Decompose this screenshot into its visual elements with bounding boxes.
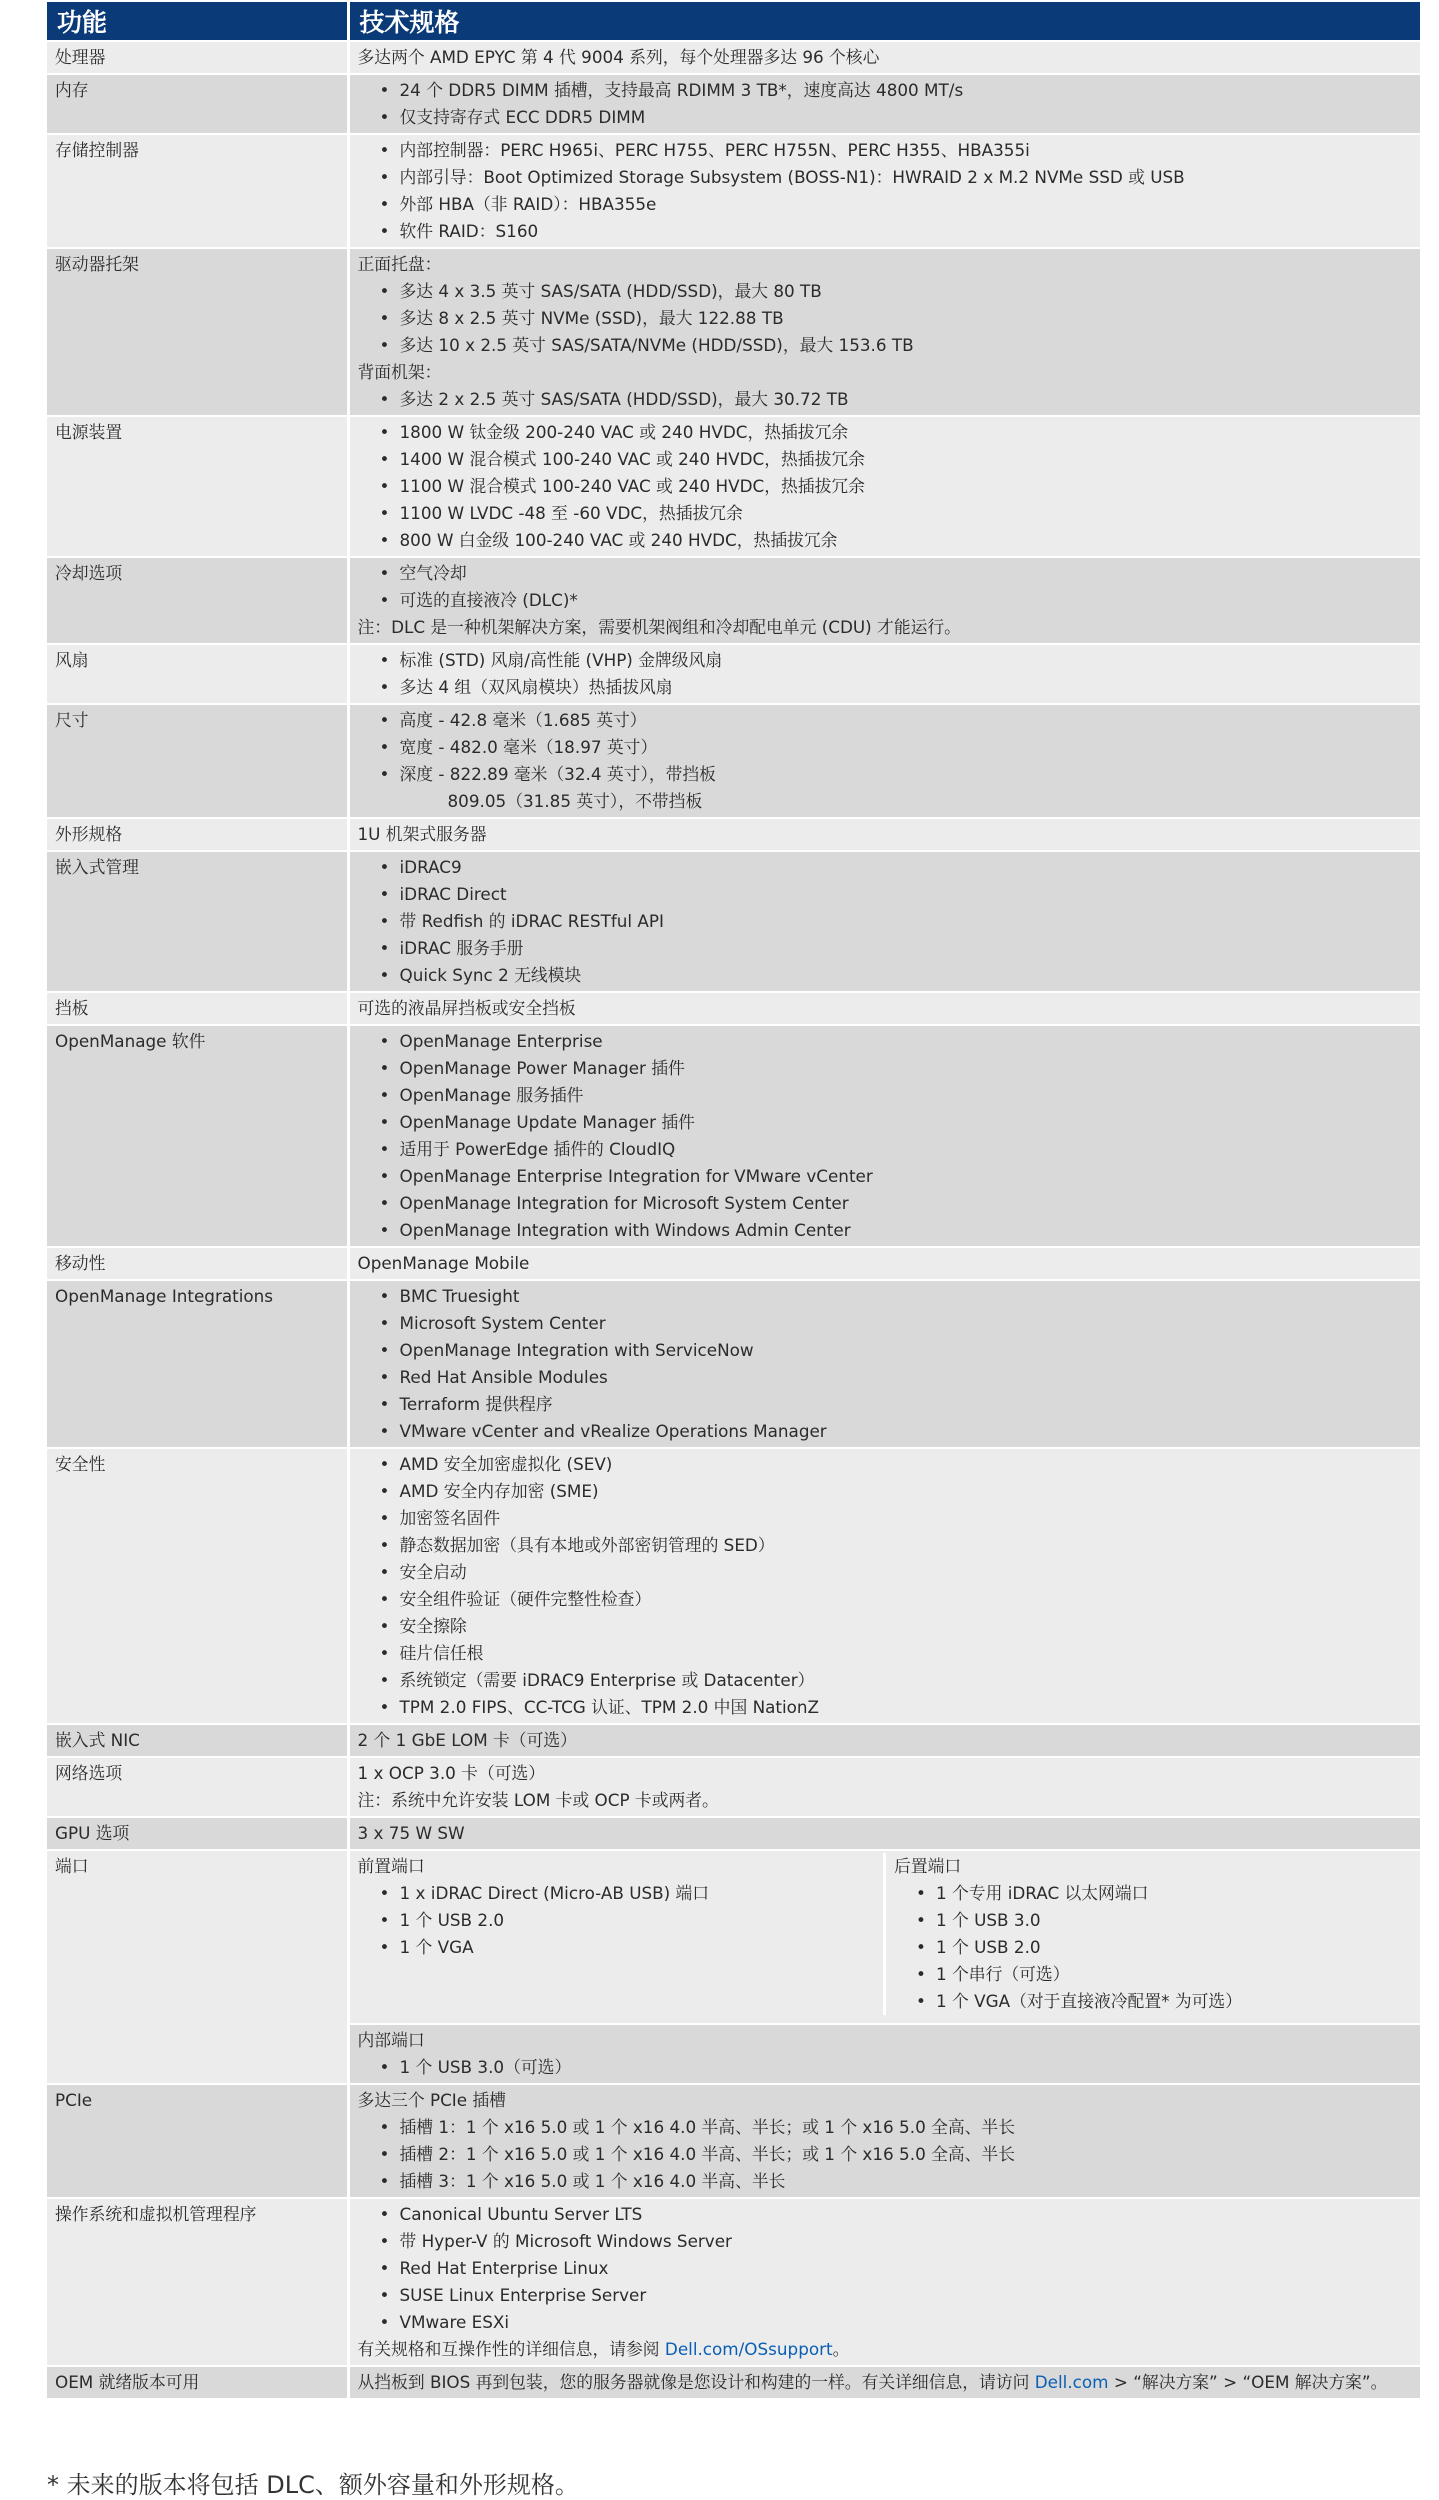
- row-value: [348, 2198, 1421, 2366]
- row-label: PCIe: [47, 2084, 348, 2198]
- bullet-list: [358, 560, 1412, 614]
- row-label: 存储控制器: [47, 134, 348, 248]
- list-item: • SUSE Linux Enterprise Server: [380, 2282, 1412, 2309]
- bullet-list: [358, 647, 1412, 701]
- os-note: [358, 2336, 1412, 2363]
- list-item: • 多达 2 x 2.5 英寸 SAS/SATA (HDD/SSD)，最大 30.72 TB: [380, 386, 1412, 413]
- list-item: • 1 个 USB 2.0: [916, 1934, 1412, 1961]
- row-integrations: [47, 1280, 1421, 1448]
- row-value: 3 x 75 W SW: [348, 1817, 1421, 1850]
- list-item: • 安全擦除: [380, 1613, 1412, 1640]
- row-bezel: [47, 992, 1421, 1025]
- bullet-list: [358, 2201, 1412, 2336]
- depth-continuation: 809.05（31.85 英寸），不带挡板: [447, 791, 703, 811]
- row-value: [348, 248, 1421, 416]
- list-item: • OpenManage Power Manager 插件: [380, 1055, 1412, 1082]
- row-value: [348, 416, 1421, 557]
- list-item: • 1 个 VGA（对于直接液冷配置* 为可选）: [916, 1988, 1412, 2015]
- row-value: [348, 1850, 1421, 2084]
- rear-bay-title: 背面机架：: [357, 362, 442, 382]
- list-item: • 宽度 - 482.0 毫米（18.97 英寸）: [380, 734, 1412, 761]
- row-value: [348, 1448, 1421, 1724]
- list-item: • OpenManage Enterprise Integration for VMware vCenter: [380, 1163, 1412, 1190]
- bullet-list: [358, 2054, 1412, 2081]
- bullet-list: [358, 2114, 1412, 2195]
- row-dimensions: [47, 704, 1421, 818]
- list-item: • 适用于 PowerEdge 插件的 CloudIQ: [380, 1136, 1412, 1163]
- list-item: • 内部引导：Boot Optimized Storage Subsystem (BOSS-N1)：HWRAID 2 x M.2 NVMe SSD 或 USB: [380, 164, 1412, 191]
- row-label: 电源装置: [47, 416, 348, 557]
- row-value: [348, 1025, 1421, 1247]
- list-item: • OpenManage 服务插件: [380, 1082, 1412, 1109]
- row-value: [348, 557, 1421, 644]
- list-item: • TPM 2.0 FIPS、CC-TCG 认证、TPM 2.0 中国 NationZ: [380, 1694, 1412, 1721]
- row-security: [47, 1448, 1421, 1724]
- bullet-list: [894, 1880, 1412, 2015]
- front-ports-title: 前置端口: [357, 1856, 425, 1876]
- list-item: • iDRAC Direct: [380, 881, 1412, 908]
- list-item: • 插槽 2：1 个 x16 5.0 或 1 个 x16 4.0 半高、半长；或 1 个 x16 5.0 全高、半长: [380, 2141, 1412, 2168]
- row-label: OpenManage Integrations: [47, 1280, 348, 1448]
- network-option: 1 x OCP 3.0 卡（可选）: [357, 1763, 546, 1783]
- bullet-list: [358, 1880, 876, 1961]
- row-value: 1U 机架式服务器: [348, 818, 1421, 851]
- list-item: • 硅片信任根: [380, 1640, 1412, 1667]
- list-item: • 1 个 USB 3.0: [916, 1907, 1412, 1934]
- row-label: 内存: [47, 74, 348, 134]
- row-label: 网络选项: [47, 1757, 348, 1817]
- row-cpu: [47, 41, 1421, 74]
- internal-ports-title: 内部端口: [357, 2030, 425, 2050]
- row-label: OpenManage 软件: [47, 1025, 348, 1247]
- list-item: • 插槽 1：1 个 x16 5.0 或 1 个 x16 4.0 半高、半长；或 1 个 x16 5.0 全高、半长: [380, 2114, 1412, 2141]
- list-item: • 加密签名固件: [380, 1505, 1412, 1532]
- row-value: OpenManage Mobile: [348, 1247, 1421, 1280]
- row-label: 安全性: [47, 1448, 348, 1724]
- pcie-title: 多达三个 PCIe 插槽: [357, 2090, 506, 2110]
- row-gpu: [47, 1817, 1421, 1850]
- list-item: • 1800 W 钛金级 200-240 VAC 或 240 HVDC，热插拔冗余: [380, 419, 1412, 446]
- list-item: • 仅支持寄存式 ECC DDR5 DIMM: [380, 104, 1412, 131]
- os-support-link[interactable]: Dell.com/OSsupport: [664, 2339, 833, 2359]
- list-item: • 带 Hyper-V 的 Microsoft Windows Server: [380, 2228, 1412, 2255]
- network-note: 注：系统中允许安装 LOM 卡或 OCP 卡或两者。: [357, 1790, 719, 1810]
- list-item: • 带 Redfish 的 iDRAC RESTful API: [380, 908, 1412, 935]
- list-item: • VMware ESXi: [380, 2309, 1412, 2336]
- list-item: • 1 个专用 iDRAC 以太网端口: [916, 1880, 1412, 1907]
- row-label: 嵌入式管理: [47, 851, 348, 992]
- row-embedded-nic: [47, 1724, 1421, 1757]
- row-value: [348, 2084, 1421, 2198]
- list-item: • OpenManage Enterprise: [380, 1028, 1412, 1055]
- row-value: 可选的液晶屏挡板或安全挡板: [348, 992, 1421, 1025]
- list-item: • OpenManage Integration with ServiceNow: [380, 1337, 1412, 1364]
- row-label: 外形规格: [47, 818, 348, 851]
- row-openmanage: [47, 1025, 1421, 1247]
- row-value: [348, 134, 1421, 248]
- list-item: • 1 个 VGA: [380, 1934, 876, 1961]
- list-item: • 深度 - 822.89 毫米（32.4 英寸），带挡板: [380, 761, 1412, 788]
- list-item: • 800 W 白金级 100-240 VAC 或 240 HVDC，热插拔冗余: [380, 527, 1412, 554]
- list-item: • 1 个串行（可选）: [916, 1961, 1412, 1988]
- row-label: OEM 就绪版本可用: [47, 2366, 348, 2399]
- list-item: • 1 个 USB 3.0（可选）: [380, 2054, 1412, 2081]
- list-item: • 多达 4 组（双风扇模块）热插拔风扇: [380, 674, 1412, 701]
- row-label: 风扇: [47, 644, 348, 704]
- list-item: • 1100 W LVDC -48 至 -60 VDC，热插拔冗余: [380, 500, 1412, 527]
- oem-text-end: > “解决方案” > “OEM 解决方案”。: [1108, 2372, 1388, 2392]
- row-form-factor: [47, 818, 1421, 851]
- bullet-list: [358, 419, 1412, 554]
- list-item: • 多达 10 x 2.5 英寸 SAS/SATA/NVMe (HDD/SSD)，最大 153.6 TB: [380, 332, 1412, 359]
- list-item: • 系统锁定（需要 iDRAC9 Enterprise 或 Datacenter）: [380, 1667, 1412, 1694]
- footnote: * 未来的版本将包括 DLC、额外容量和外形规格。: [47, 2471, 579, 2499]
- bullet-list: [358, 77, 1412, 131]
- list-item: • 1400 W 混合模式 100-240 VAC 或 240 HVDC，热插拔冗余: [380, 446, 1412, 473]
- oem-text: 从挡板到 BIOS 再到包装，您的服务器就像是您设计和构建的一样。有关详细信息，请访问: [357, 2372, 1035, 2392]
- list-item: • 1 x iDRAC Direct (Micro-AB USB) 端口: [380, 1880, 876, 1907]
- list-item: • 1100 W 混合模式 100-240 VAC 或 240 HVDC，热插拔冗余: [380, 473, 1412, 500]
- list-item: • 外部 HBA（非 RAID）：HBA355e: [380, 191, 1412, 218]
- bullet-list: [358, 1028, 1412, 1244]
- row-pcie: [47, 2084, 1421, 2198]
- row-oem: [47, 2366, 1421, 2399]
- row-label: 驱动器托架: [47, 248, 348, 416]
- list-item: • Canonical Ubuntu Server LTS: [380, 2201, 1412, 2228]
- row-network: [47, 1757, 1421, 1817]
- bullet-list: [358, 278, 1412, 359]
- os-note-text: 有关规格和互操作性的详细信息，请参阅: [357, 2339, 665, 2359]
- os-note-end: 。: [832, 2339, 850, 2359]
- list-item: • OpenManage Update Manager 插件: [380, 1109, 1412, 1136]
- list-item: • iDRAC9: [380, 854, 1412, 881]
- list-item: • 高度 - 42.8 毫米（1.685 英寸）: [380, 707, 1412, 734]
- header-feature: 功能: [47, 2, 348, 41]
- list-item: • AMD 安全加密虚拟化 (SEV): [380, 1451, 1412, 1478]
- list-item: • Quick Sync 2 无线模块: [380, 962, 1412, 989]
- row-memory: [47, 74, 1421, 134]
- bullet-list: [358, 854, 1412, 989]
- dell-link[interactable]: Dell.com: [1034, 2372, 1109, 2392]
- list-item: • 多达 4 x 3.5 英寸 SAS/SATA (HDD/SSD)，最大 80 TB: [380, 278, 1412, 305]
- bullet-list: [358, 1283, 1412, 1445]
- row-mobility: [47, 1247, 1421, 1280]
- list-item: • AMD 安全内存加密 (SME): [380, 1478, 1412, 1505]
- list-item: • 多达 8 x 2.5 英寸 NVMe (SSD)，最大 122.88 TB: [380, 305, 1412, 332]
- row-label: GPU 选项: [47, 1817, 348, 1850]
- row-cooling: [47, 557, 1421, 644]
- list-item: • 24 个 DDR5 DIMM 插槽，支持最高 RDIMM 3 TB*，速度高达 4800 MT/s: [380, 77, 1412, 104]
- row-label: 冷却选项: [47, 557, 348, 644]
- row-value: [348, 1757, 1421, 1817]
- list-item: • 可选的直接液冷 (DLC)*: [380, 587, 1412, 614]
- row-os: [47, 2198, 1421, 2366]
- rear-ports: [886, 1853, 1412, 2015]
- row-value: [348, 74, 1421, 134]
- cooling-note: 注：DLC 是一种机架解决方案，需要机架阀组和冷却配电单元 (CDU) 才能运行。: [357, 617, 961, 637]
- row-drive-bays: [47, 248, 1421, 416]
- row-storage: [47, 134, 1421, 248]
- row-value: [348, 644, 1421, 704]
- row-value: [348, 2366, 1421, 2399]
- bullet-list: [358, 386, 1412, 413]
- row-label: 尺寸: [47, 704, 348, 818]
- bullet-list: [358, 137, 1412, 245]
- row-label: 移动性: [47, 1247, 348, 1280]
- list-item: • BMC Truesight: [380, 1283, 1412, 1310]
- row-value: [348, 704, 1421, 818]
- row-embedded-mgmt: [47, 851, 1421, 992]
- list-item: • Red Hat Enterprise Linux: [380, 2255, 1412, 2282]
- row-value: 2 个 1 GbE LOM 卡（可选）: [348, 1724, 1421, 1757]
- list-item: • iDRAC 服务手册: [380, 935, 1412, 962]
- list-item: • 安全启动: [380, 1559, 1412, 1586]
- row-ports: [47, 1850, 1421, 2084]
- front-ports: [358, 1853, 887, 2015]
- row-fans: [47, 644, 1421, 704]
- bullet-list: [358, 707, 1412, 788]
- row-label: 操作系统和虚拟机管理程序: [47, 2198, 348, 2366]
- list-item: • VMware vCenter and vRealize Operations Manager: [380, 1418, 1412, 1445]
- row-value: 多达两个 AMD EPYC 第 4 代 9004 系列，每个处理器多达 96 个核心: [348, 41, 1421, 74]
- row-psu: [47, 416, 1421, 557]
- row-label: 端口: [47, 1850, 348, 2084]
- list-item: • 空气冷却: [380, 560, 1412, 587]
- row-value: [348, 1280, 1421, 1448]
- list-item: • OpenManage Integration with Windows Admin Center: [380, 1217, 1412, 1244]
- spec-table: [47, 2, 1423, 2400]
- bullet-list: [358, 1451, 1412, 1721]
- row-label: 嵌入式 NIC: [47, 1724, 348, 1757]
- list-item: • 内部控制器：PERC H965i、PERC H755、PERC H755N、PERC H355、HBA355i: [380, 137, 1412, 164]
- list-item: • OpenManage Integration for Microsoft System Center: [380, 1190, 1412, 1217]
- header-spec: 技术规格: [348, 2, 1421, 41]
- list-item: • 1 个 USB 2.0: [380, 1907, 876, 1934]
- list-item: • Microsoft System Center: [380, 1310, 1412, 1337]
- list-item: • 安全组件验证（硬件完整性检查）: [380, 1586, 1412, 1613]
- row-label: 挡板: [47, 992, 348, 1025]
- list-item: • 软件 RAID：S160: [380, 218, 1412, 245]
- front-bay-title: 正面托盘：: [357, 254, 442, 274]
- rear-ports-title: 后置端口: [894, 1856, 962, 1876]
- list-item: • 标准 (STD) 风扇/高性能 (VHP) 金牌级风扇: [380, 647, 1412, 674]
- list-item: • Red Hat Ansible Modules: [380, 1364, 1412, 1391]
- list-item: • 插槽 3：1 个 x16 5.0 或 1 个 x16 4.0 半高、半长: [380, 2168, 1412, 2195]
- row-value: [348, 851, 1421, 992]
- row-label: 处理器: [47, 41, 348, 74]
- list-item: • Terraform 提供程序: [380, 1391, 1412, 1418]
- internal-ports: [350, 2023, 1420, 2083]
- table-header: [47, 2, 1421, 41]
- list-item: • 静态数据加密（具有本地或外部密钥管理的 SED）: [380, 1532, 1412, 1559]
